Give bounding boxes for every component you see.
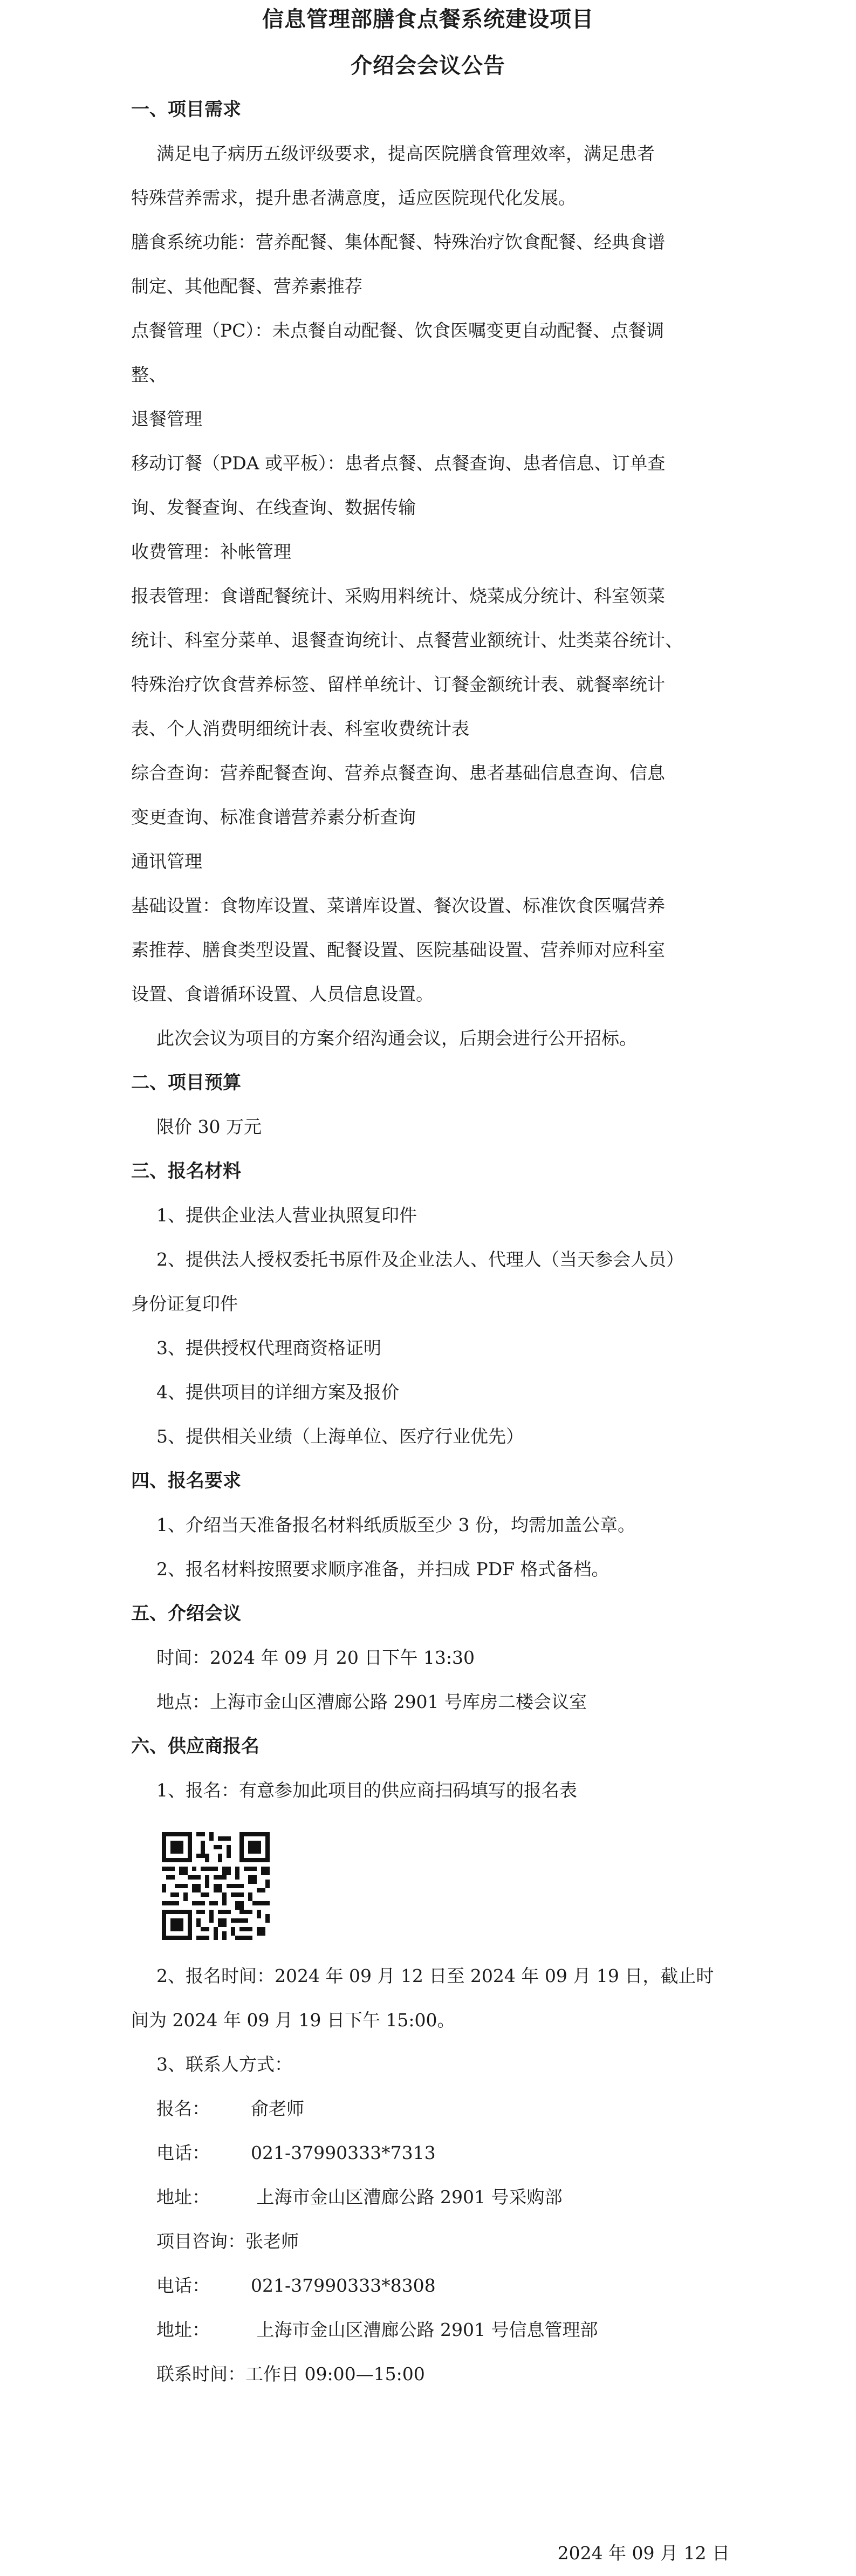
section-heading-materials: 三、报名材料 (131, 1160, 241, 1182)
pc-ordering-line-2: 整、 (131, 364, 167, 385)
contact-address-1 (156, 2185, 761, 2210)
material-item-4: 4、提供项目的详细方案及报价 (156, 1382, 399, 1403)
budget-limit: 限价 30 万元 (156, 1116, 262, 1137)
contact-phone-2 (156, 2273, 761, 2298)
contact-hours: 联系时间：工作日 09:00—15:00 (156, 2363, 425, 2384)
contact-address-1-value: 上海市金山区漕廊公路 2901 号采购部 (251, 2186, 563, 2208)
contact-registration-key: 报名： (156, 2098, 210, 2119)
return-meal-management: 退餐管理 (131, 408, 202, 429)
material-item-2-line-2: 身份证复印件 (131, 1293, 238, 1314)
document-title-line2: 介绍会会议公告 (351, 53, 505, 78)
mobile-ordering-line-2: 询、发餐查询、在线查询、数据传输 (131, 497, 416, 518)
registration-requirement-2: 2、报名材料按照要求顺序准备，并扫成 PDF 格式备档。 (156, 1559, 610, 1580)
contact-registration-value: 俞老师 (251, 2098, 304, 2119)
contact-address-1-key: 地址： (156, 2186, 210, 2208)
report-management-line-1: 报表管理：食谱配餐统计、采购用料统计、烧菜成分统计、科室领菜 (131, 585, 665, 606)
contact-registration (156, 2096, 761, 2121)
fee-management: 收费管理：补帐管理 (131, 541, 291, 562)
announcement-date: 2024 年 09 月 12 日 (557, 2543, 730, 2564)
registration-step-2-line-1: 2、报名时间：2024 年 09 月 12 日至 2024 年 09 月 19 日，截止时 (156, 1965, 714, 1986)
registration-qr-code[interactable] (162, 1832, 270, 1940)
contact-phone-1-key: 电话： (156, 2142, 210, 2163)
contact-address-2-value: 上海市金山区漕廊公路 2901 号信息管理部 (251, 2319, 598, 2340)
base-settings-line-2: 素推荐、膳食类型设置、配餐设置、医院基础设置、营养师对应科室 (131, 939, 665, 960)
report-management-line-3: 特殊治疗饮食营养标签、留样单统计、订餐金额统计表、就餐率统计 (131, 674, 665, 695)
material-item-5: 5、提供相关业绩（上海单位、医疗行业优先） (156, 1426, 524, 1447)
registration-step-2-line-2: 间为 2024 年 09 月 19 日下午 15:00。 (131, 2010, 455, 2031)
contact-phone-1-value: 021-37990333*7313 (251, 2142, 436, 2163)
section-heading-meeting: 五、介绍会议 (131, 1603, 241, 1624)
report-management-line-4: 表、个人消费明细统计表、科室收费统计表 (131, 718, 469, 739)
query-line-2: 变更查询、标准食谱营养素分析查询 (131, 807, 416, 828)
section-heading-supplier-registration: 六、供应商报名 (131, 1735, 259, 1757)
base-settings-line-3: 设置、食谱循环设置、人员信息设置。 (131, 983, 434, 1005)
material-item-1: 1、提供企业法人营业执照复印件 (156, 1205, 417, 1226)
registration-step-1: 1、报名：有意参加此项目的供应商扫码填写的报名表 (156, 1780, 577, 1801)
meeting-note: 此次会议为项目的方案介绍沟通会议，后期会进行公开招标。 (156, 1028, 637, 1049)
pc-ordering-line-1: 点餐管理（PC）：未点餐自动配餐、饮食医嘱变更自动配餐、点餐调 (131, 320, 664, 341)
contact-address-2 (156, 2318, 761, 2342)
meeting-place: 地点：上海市金山区漕廊公路 2901 号库房二楼会议室 (156, 1691, 587, 1712)
document-title-line1: 信息管理部膳食点餐系统建设项目 (262, 7, 594, 32)
mobile-ordering-line-1: 移动订餐（PDA 或平板）：患者点餐、点餐查询、患者信息、订单查 (131, 453, 666, 474)
intro-line-2: 特殊营养需求，提升患者满意度，适应医院现代化发展。 (131, 187, 576, 208)
meeting-time: 时间：2024 年 09 月 20 日下午 13:30 (156, 1647, 475, 1668)
material-item-3: 3、提供授权代理商资格证明 (156, 1337, 381, 1358)
intro-line-1: 满足电子病历五级评级要求，提高医院膳食管理效率，满足患者 (156, 143, 655, 164)
registration-requirement-1: 1、介绍当天准备报名材料纸质版至少 3 份，均需加盖公章。 (156, 1514, 635, 1535)
contact-phone-2-value: 021-37990333*8308 (251, 2275, 436, 2296)
contact-phone-2-key: 电话： (156, 2275, 210, 2296)
diet-functions-line-2: 制定、其他配餐、营养素推荐 (131, 276, 362, 297)
communication-management: 通讯管理 (131, 851, 202, 872)
contact-phone-1 (156, 2141, 761, 2165)
section-heading-requirements: 一、项目需求 (131, 99, 241, 120)
section-heading-budget: 二、项目预算 (131, 1072, 241, 1094)
contact-project-consulting: 项目咨询：张老师 (156, 2231, 299, 2252)
section-heading-requirements-registration: 四、报名要求 (131, 1470, 241, 1492)
base-settings-line-1: 基础设置：食物库设置、菜谱库设置、餐次设置、标准饮食医嘱营养 (131, 895, 665, 916)
registration-step-3: 3、联系人方式： (156, 2054, 292, 2075)
report-management-line-2: 统计、科室分菜单、退餐查询统计、点餐营业额统计、灶类菜谷统计、 (131, 630, 683, 651)
contact-address-2-key: 地址： (156, 2319, 210, 2340)
diet-functions-line-1: 膳食系统功能：营养配餐、集体配餐、特殊治疗饮食配餐、经典食谱 (131, 231, 665, 252)
material-item-2-line-1: 2、提供法人授权委托书原件及企业法人、代理人（当天参会人员） (156, 1249, 684, 1270)
query-line-1: 综合查询：营养配餐查询、营养点餐查询、患者基础信息查询、信息 (131, 762, 665, 783)
